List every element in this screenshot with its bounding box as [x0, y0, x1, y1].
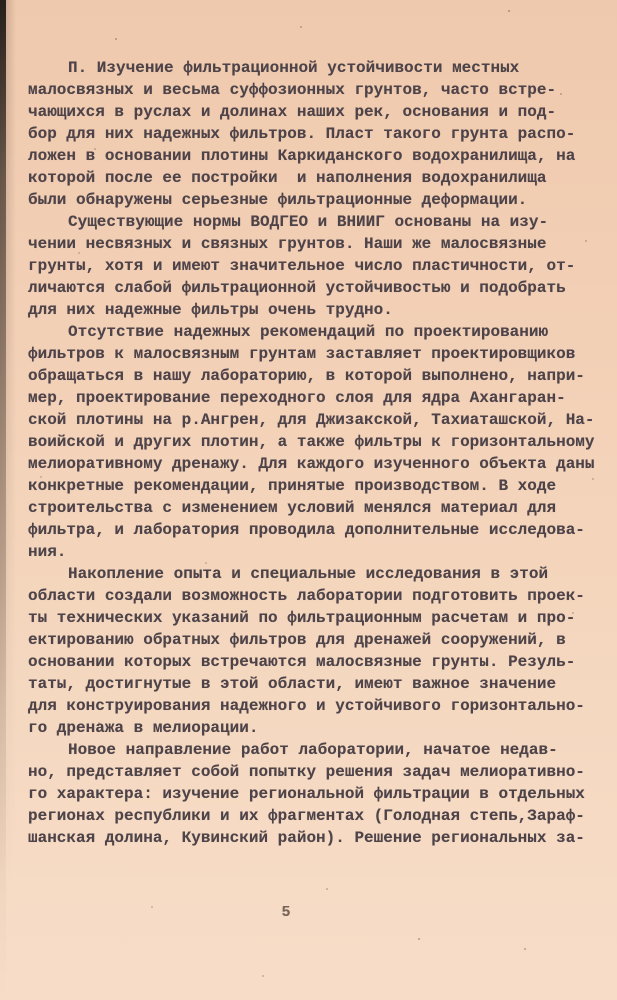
text-line: Существующие нормы ВОДГЕО и ВНИИГ основаны на изу- [68, 213, 549, 231]
paper-specks [0, 0, 2, 2]
text-line: чении несвязных и связных грунтов. Наши же малосвязные [28, 235, 547, 253]
text-line: ты технических указаний по фильтрационным расчетам и про- [28, 609, 576, 627]
text-line: Новое направление работ лаборатории, начатое недав- [68, 741, 558, 759]
text-line: ложен в основании плотины Каркиданского водохранилища, на [28, 147, 576, 165]
text-line: фильтра, и лаборатория проводила дополнительные исследова- [28, 521, 585, 539]
text-line: П. Изучение фильтрационной устойчивости местных [68, 59, 520, 77]
text-line: Отсутствие надежных рекомендаций по проектированию [68, 323, 549, 341]
text-line: области создали возможность лаборатории подготовить проек- [28, 587, 585, 605]
text-line: воийской и других плотин, а также фильтры к горизонтальному [28, 433, 595, 451]
text-line: которой после ее постройки и наполнения водохранилища [28, 169, 547, 187]
page-number: 5 [281, 904, 291, 921]
text-line: таты, достигнутые в этой области, имеют важное значение [28, 675, 557, 693]
text-line: для них надежные фильтры очень трудно. [28, 301, 393, 319]
text-line: но, представляет собой попытку решения задач мелиоративно- [28, 763, 585, 781]
document-text [28, 57, 594, 849]
text-line: бор для них надежных фильтров. Пласт такого грунта распо- [28, 125, 576, 143]
text-line: мелиоративному дренажу. Для каждого изученного объекта даны [28, 455, 595, 473]
text-line: го характера: изучение региональной фильтрации в отдельных [28, 785, 585, 803]
text-line: основании которых встречаются малосвязные грунты. Резуль- [28, 653, 576, 671]
text-line: грунты, хотя и имеют значительное число пластичности, от- [28, 257, 576, 275]
paragraph [28, 563, 594, 739]
text-line: ния. [28, 543, 67, 561]
text-line: регионах республики и их фрагментах (Голодная степь,Зараф- [28, 807, 585, 825]
text-line: шанская долина, Кувинский район). Решение региональных за- [28, 829, 585, 847]
paragraph [28, 211, 594, 321]
text-line: для конструирования надежного и устойчивого горизонтально- [28, 697, 585, 715]
text-line: конкретные рекомендации, принятые производством. В ходе [28, 477, 557, 495]
text-line: мер, проектирование переходного слоя для ядра Ахангаран- [28, 389, 566, 407]
text-line: ектированию обратных фильтров для дренажей сооружений, в [28, 631, 566, 649]
text-line: го дренажа в мелиорации. [28, 719, 259, 737]
text-line: ской плотины на р.Ангрен, для Джизакской, Тахиаташской, На- [28, 411, 595, 429]
paragraph [28, 321, 594, 563]
text-line: были обнаружены серьезные фильтрационные деформации. [28, 191, 528, 209]
text-line: малосвязных и весьма суффозионных грунтов, часто встре- [28, 81, 557, 99]
text-line: фильтров к малосвязным грунтам заставляет проектировщиков [28, 345, 576, 363]
text-line: Накопление опыта и специальные исследования в этой [68, 565, 549, 583]
paragraph [28, 57, 594, 211]
text-line: личаются слабой фильтрационной устойчивостью и подобрать [28, 279, 566, 297]
scan-edge [0, 0, 6, 1000]
paragraph [28, 739, 594, 849]
text-line: строительства с изменением условий менялся материал для [28, 499, 557, 517]
text-line: обращаться в нашу лабораторию, в которой выполнено, напри- [28, 367, 585, 385]
text-line: чающихся в руслах и долинах наших рек, основания и под- [28, 103, 557, 121]
